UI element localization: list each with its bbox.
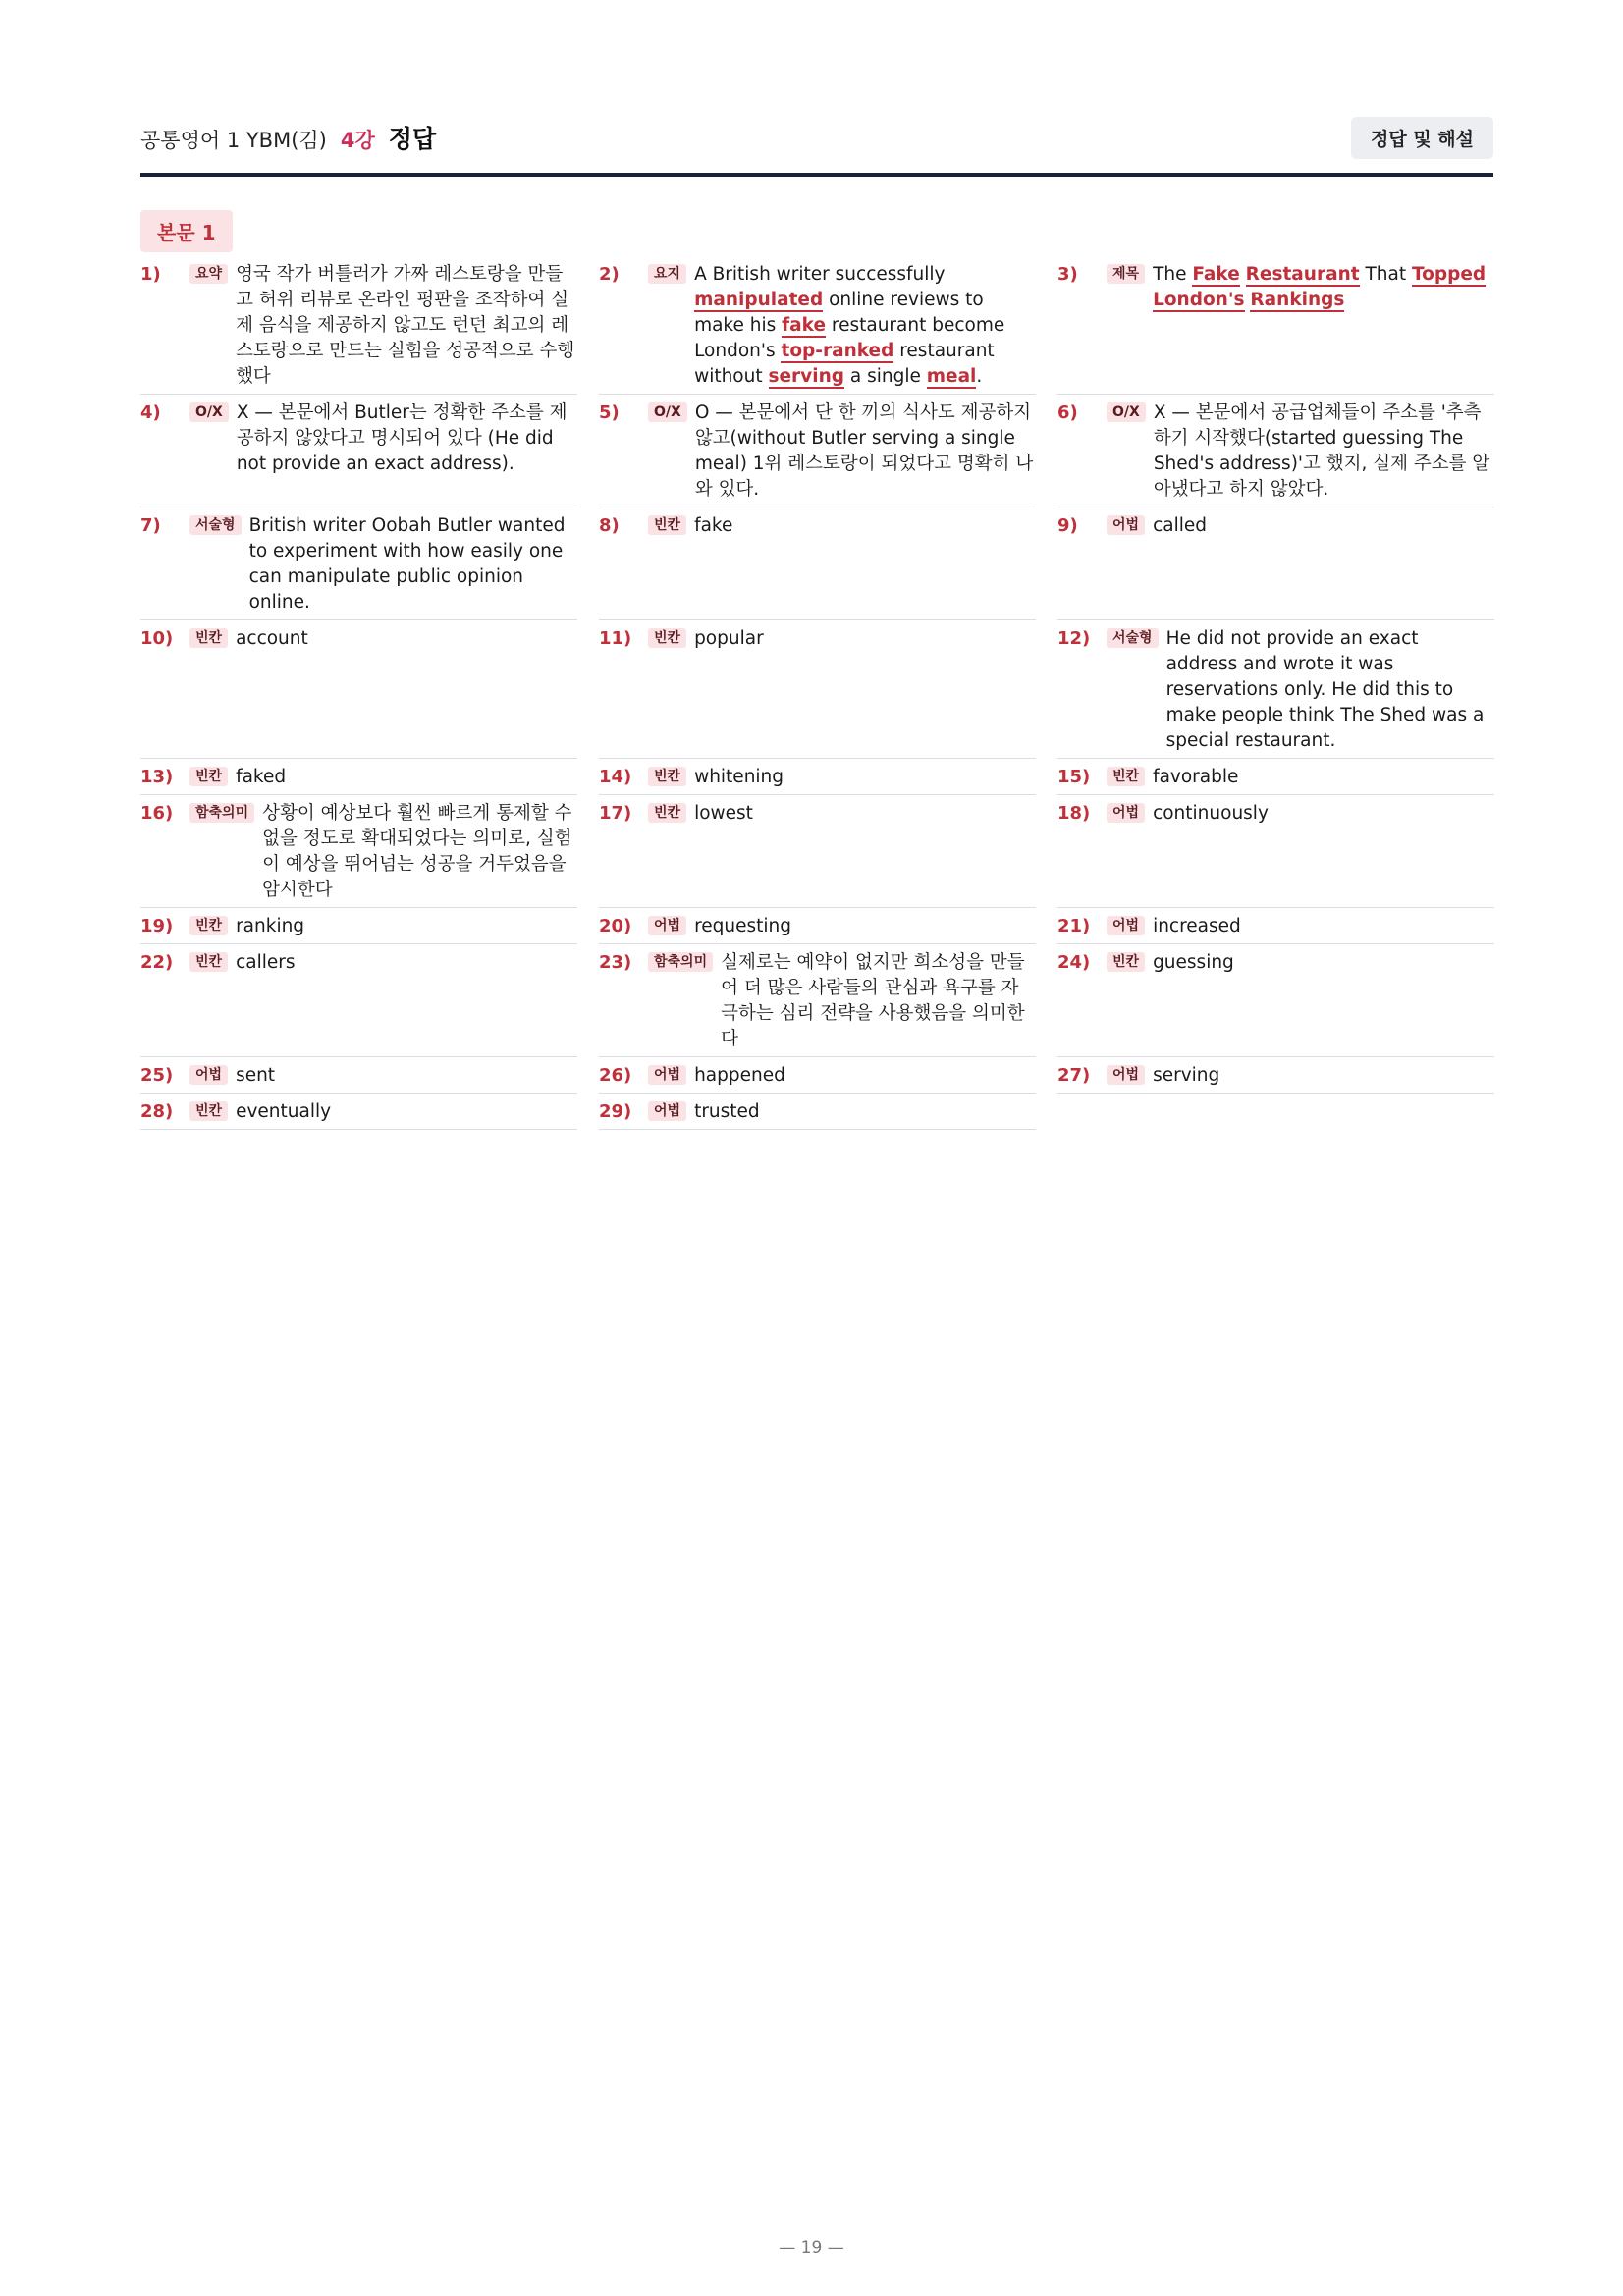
answer-text: lowest — [694, 803, 753, 824]
answer-item — [140, 256, 577, 395]
answer-number: 22) — [140, 952, 174, 973]
question-type-tag: 어법 — [189, 1065, 228, 1085]
answer-number: 12) — [1057, 628, 1091, 649]
question-type-tag: 요약 — [189, 264, 228, 284]
answer-text: 상황이 예상보다 훨씬 빠르게 통제할 수 없을 정도로 확대되었다는 의미로, 실험이 예상을 뛰어넘는 성공을 거두었음을 암시한다 — [262, 803, 572, 900]
answer-text: popular — [694, 628, 764, 649]
answer-number: 1) — [140, 264, 161, 285]
answer-text: sent — [236, 1065, 276, 1086]
page-header — [140, 116, 1493, 159]
answer-grid — [140, 256, 1493, 1130]
page-number: — 19 — — [779, 2238, 844, 2258]
answer-item — [140, 759, 577, 795]
highlighted-keyword: meal — [926, 366, 977, 387]
question-type-tag: 빈칸 — [1107, 952, 1145, 972]
answer-text: fake — [694, 515, 733, 536]
question-type-tag: 어법 — [648, 1065, 686, 1085]
answer-number: 19) — [140, 916, 174, 936]
highlighted-keyword: Fake — [1192, 264, 1240, 285]
section-badge: 본문 1 — [140, 210, 233, 252]
answer-item — [599, 944, 1036, 1057]
question-type-tag: 서술형 — [1107, 628, 1159, 648]
answer-number: 29) — [599, 1101, 632, 1122]
question-type-tag: 빈칸 — [189, 628, 228, 648]
answer-number: 21) — [1057, 916, 1091, 936]
page-title: 정답 — [388, 125, 437, 153]
answer-text-segment: restaurant become London's — [694, 315, 1005, 361]
answer-item — [1057, 944, 1494, 1057]
highlighted-keyword: Rankings — [1250, 290, 1345, 310]
answer-item — [599, 256, 1036, 395]
answer-text-segment: restaurant without — [694, 341, 995, 387]
answer-explanation-badge: 정답 및 해설 — [1351, 117, 1493, 159]
answer-item — [599, 395, 1036, 507]
answer-text: requesting — [694, 916, 791, 936]
answer-item — [1057, 256, 1494, 395]
header-title-group — [140, 120, 436, 155]
answer-number: 23) — [599, 952, 632, 973]
answer-item — [599, 1057, 1036, 1094]
answer-item — [140, 507, 577, 620]
answer-number: 9) — [1057, 515, 1078, 536]
answer-number: 25) — [140, 1065, 174, 1086]
answer-item — [1057, 620, 1494, 759]
answer-item — [140, 908, 577, 944]
answer-number: 27) — [1057, 1065, 1091, 1086]
question-type-tag: 제목 — [1107, 264, 1145, 284]
answer-item — [599, 795, 1036, 908]
question-type-tag: O/X — [648, 402, 687, 422]
answer-number: 13) — [140, 767, 174, 787]
answer-item — [140, 1094, 577, 1130]
answer-item — [1057, 507, 1494, 620]
answer-text: callers — [236, 952, 296, 973]
highlighted-keyword: fake — [782, 315, 827, 336]
answer-number: 18) — [1057, 803, 1091, 824]
question-type-tag: 어법 — [1107, 803, 1145, 823]
answer-item — [599, 1094, 1036, 1130]
answer-number: 8) — [599, 515, 620, 536]
answer-text: X — 본문에서 Butler는 정확한 주소를 제공하지 않았다고 명시되어 있다 (He did not provide an exact address). — [236, 402, 568, 474]
answer-text: guessing — [1153, 952, 1234, 973]
answer-number: 24) — [1057, 952, 1091, 973]
answer-number: 11) — [599, 628, 632, 649]
highlighted-keyword: Topped — [1411, 264, 1487, 285]
answer-text: eventually — [236, 1101, 332, 1122]
question-type-tag: 함축의미 — [648, 952, 713, 972]
question-type-tag: 어법 — [648, 1101, 686, 1121]
highlighted-keyword: manipulated — [694, 290, 824, 310]
answer-number: 2) — [599, 264, 620, 285]
answer-text: O — 본문에서 단 한 끼의 식사도 제공하지 않고(without Butler serving a single meal) 1위 레스토랑이 되었다고 명확히 나와 있다. — [694, 402, 1034, 500]
answer-number: 14) — [599, 767, 632, 787]
answer-text-segment: online reviews to make his — [694, 290, 984, 336]
question-type-tag: 요지 — [648, 264, 686, 284]
answer-text — [694, 262, 1036, 390]
answer-item — [140, 1057, 577, 1094]
answer-item — [1057, 759, 1494, 795]
answer-number: 6) — [1057, 402, 1078, 423]
header-divider — [140, 173, 1493, 177]
answer-item — [140, 395, 577, 507]
answer-text-segment: . — [976, 366, 983, 387]
question-type-tag: 서술형 — [189, 515, 242, 535]
question-type-tag: O/X — [189, 402, 229, 422]
answer-text: British writer Oobah Butler wanted to experiment with how easily one can manipulate public opinion online. — [248, 515, 566, 613]
answer-number: 7) — [140, 515, 161, 536]
answer-text-segment: a single — [844, 366, 927, 387]
answer-number: 15) — [1057, 767, 1091, 787]
answer-item — [1057, 395, 1494, 507]
answer-number: 5) — [599, 402, 620, 423]
answer-number: 17) — [599, 803, 632, 824]
answer-item — [1057, 908, 1494, 944]
answer-number: 20) — [599, 916, 632, 936]
answer-text: ranking — [236, 916, 305, 936]
lesson-number: 4강 — [340, 129, 375, 152]
answer-text: whitening — [694, 767, 784, 787]
question-type-tag: O/X — [1107, 402, 1146, 422]
answer-item — [599, 759, 1036, 795]
answer-item — [599, 507, 1036, 620]
question-type-tag: 어법 — [1107, 1065, 1145, 1085]
highlighted-keyword: top-ranked — [781, 341, 894, 361]
answer-text-segment: The — [1153, 264, 1193, 285]
highlighted-keyword: serving — [768, 366, 844, 387]
question-type-tag: 빈칸 — [648, 515, 686, 535]
question-type-tag: 빈칸 — [648, 628, 686, 648]
answer-text-segment: A British writer successfully — [694, 264, 946, 285]
question-type-tag: 빈칸 — [1107, 767, 1145, 786]
answer-text: faked — [236, 767, 287, 787]
answer-text: continuously — [1153, 803, 1269, 824]
question-type-tag: 빈칸 — [189, 952, 228, 972]
answer-number: 3) — [1057, 264, 1078, 285]
answer-text: account — [236, 628, 308, 649]
answer-text-segment — [1240, 264, 1246, 285]
answer-number: 4) — [140, 402, 161, 423]
answer-text: serving — [1153, 1065, 1220, 1086]
highlighted-keyword: Restaurant — [1245, 264, 1360, 285]
answer-text: He did not provide an exact address and wrote it was reservations only. He did this to make people think The Shed was a special restaurant. — [1165, 628, 1485, 751]
answer-text — [1153, 262, 1494, 313]
answer-number: 16) — [140, 803, 174, 824]
highlighted-keyword: London's — [1153, 290, 1245, 310]
answer-text: called — [1153, 515, 1207, 536]
answer-item — [1057, 1057, 1494, 1094]
question-type-tag: 어법 — [648, 916, 686, 935]
answer-text: X — 본문에서 공급업체들이 주소를 '추측하기 시작했다(started guessing The Shed's address)'고 했지, 실제 주소를 알아냈다고 하지 않았다. — [1153, 402, 1490, 500]
question-type-tag: 빈칸 — [648, 803, 686, 823]
answer-item — [1057, 795, 1494, 908]
answer-item — [140, 944, 577, 1057]
answer-number: 28) — [140, 1101, 174, 1122]
answer-page — [140, 116, 1493, 1130]
answer-text: favorable — [1153, 767, 1239, 787]
answer-item — [599, 620, 1036, 759]
question-type-tag: 빈칸 — [648, 767, 686, 786]
question-type-tag: 빈칸 — [189, 1101, 228, 1121]
question-type-tag: 어법 — [1107, 515, 1145, 535]
question-type-tag: 함축의미 — [189, 803, 254, 823]
answer-text: 영국 작가 버틀러가 가짜 레스토랑을 만들고 허위 리뷰로 온라인 평판을 조작하여 실제 음식을 제공하지 않고도 런던 최고의 레스토랑으로 만드는 실험을 성공적으로 수행했다 — [236, 264, 575, 387]
answer-item — [140, 620, 577, 759]
answer-number: 10) — [140, 628, 174, 649]
answer-item — [140, 795, 577, 908]
answer-text: 실제로는 예약이 없지만 희소성을 만들어 더 많은 사람들의 관심과 욕구를 자극하는 심리 전략을 사용했음을 의미한다 — [721, 952, 1025, 1049]
question-type-tag: 어법 — [1107, 916, 1145, 935]
answer-number: 26) — [599, 1065, 632, 1086]
answer-text: happened — [694, 1065, 785, 1086]
answer-text-segment: That — [1359, 264, 1412, 285]
question-type-tag: 빈칸 — [189, 767, 228, 786]
answer-text: increased — [1153, 916, 1241, 936]
answer-item — [599, 908, 1036, 944]
subject-title: 공통영어 1 YBM(김) — [140, 129, 327, 152]
question-type-tag: 빈칸 — [189, 916, 228, 935]
answer-text: trusted — [694, 1101, 760, 1122]
